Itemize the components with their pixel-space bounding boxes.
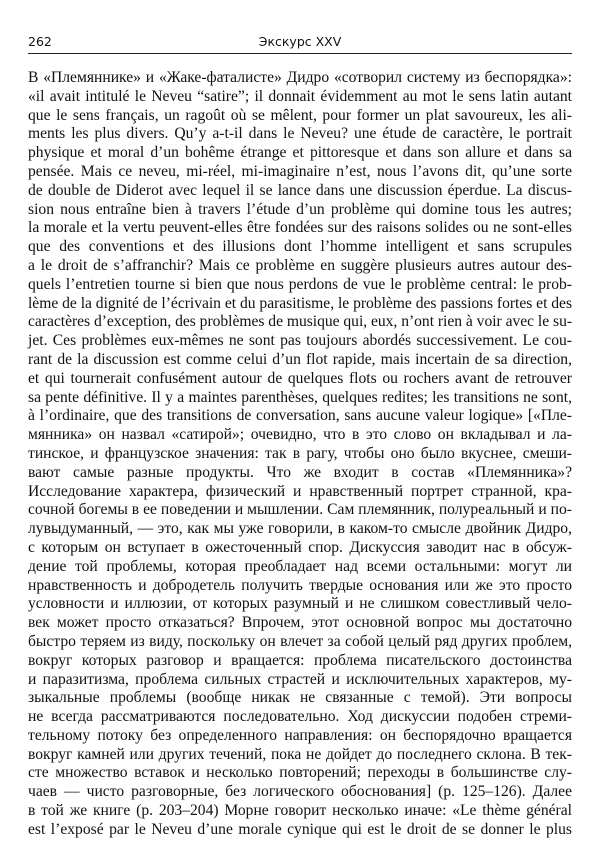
text-line: lème de la dignité de l’écrivain et du parasitisme, le problème des passions fortes et des	[28, 294, 572, 312]
text-line: que des conventions et des illusions dont l’homme intelligent et sans scrupules	[28, 238, 572, 256]
page-number: 262	[28, 34, 52, 49]
text-line: зыкальные проблемы (вообще никак не связанные с темой). Эти вопросы	[28, 689, 572, 707]
text-line: В «Племяннике» и «Жаке-фаталисте» Дидро «сотворил систему из беспорядка»:	[28, 69, 572, 86]
text-line: тельному потоку без определенного направления: он беспорядочно вращается	[28, 726, 572, 744]
running-head-title: Экскурс XXV	[258, 34, 342, 49]
text-line: Исследование характера, физический и нравственный портрет странной, кра-	[28, 482, 572, 500]
text-line: est l’exposé par le Neveu d’une morale cynique qui est le droit de se donner le plus	[28, 820, 572, 838]
text-line: и паразитизма, проблема сильных страстей и исключительных характеров, му-	[28, 670, 572, 688]
text-line: «il avait intitulé le Neveu “satire”; il donnait évidemment au mot le sens latin autant	[28, 87, 572, 105]
text-line: чаев — чисто разговорные, без логического обоснования] (p. 125–126). Далее	[28, 783, 572, 801]
text-line: quels l’entretien tourne si bien que nous perdons de vue le problème central: le prob-	[28, 275, 572, 293]
text-line: a le droit de s’affranchir? Mais ce problème en suggère plusieurs autres autour des-	[28, 256, 572, 274]
text-line: вокруг камней или других течений, пока не дойдет до последнего склона. В тек-	[28, 745, 572, 763]
text-line: de double de Diderot avec lequel il se lance dans une discussion éperdue. La discus-	[28, 181, 572, 199]
text-line: сочной богемы в ее поведении и мышлении. Сам племянник, полуреальный и по-	[28, 501, 572, 519]
text-line: с которым он вступает в ожесточенный спор. Дискуссия заводит нас в обсуж-	[28, 538, 572, 556]
text-line: лувыдуманный, — это, как мы уже говорили, в каком-то смысле двойник Дидро,	[28, 520, 572, 538]
text-line: sion nous entraîne bien à travers l’étude d’un problème qui domine tous les autres;	[28, 200, 572, 218]
text-line: sa pente définitive. Il y a maintes parenthèses, quelques redites; les transitions ne sont,	[28, 388, 572, 406]
text-line: век может просто отказаться? Впрочем, этот основной вопрос мы достаточно	[28, 614, 572, 632]
text-line: дение той проблемы, которая преобладает над всеми остальными: могут ли	[28, 557, 572, 575]
text-line: à l’ordinaire, que des transitions de conversation, sans aucune valeur logique» [«Пле-	[28, 407, 572, 425]
text-line: условности и иллюзии, от которых разумный и не слишком совестливый чело-	[28, 595, 572, 613]
text-line: вают самые разные продукты. Что же входит в состав «Племянника»?	[28, 463, 572, 481]
text-line: rant de la discussion est comme celui d’un flot rapide, mais incertain de sa direction,	[28, 350, 572, 368]
text-line: physique et moral d’un bohême étrange et pittoresque et dans son allure et dans sa	[28, 144, 572, 162]
text-line: не всегда рассматриваются последовательно. Ход дискуссии подобен стреми-	[28, 708, 572, 726]
text-line: ments les plus divers. Qu’y a-t-il dans le Neveu? une étude de caractère, le portrait	[28, 125, 572, 143]
running-header	[28, 33, 572, 54]
text-line: нравственность и добродетель получить твердые основания или же это просто	[28, 576, 572, 594]
text-line: быстро теряем из виду, поскольку он влечет за собой целый ряд других проблем,	[28, 632, 572, 650]
text-line: сте множество вставок и несколько повторений; переходы в большинстве слу-	[28, 764, 572, 782]
text-line: pensée. Mais ce neveu, mi-réel, mi-imaginaire n’est, nous l’avons dit, qu’une sorte	[28, 162, 572, 180]
body-text	[28, 69, 572, 840]
text-line: в той же книге (p. 203–204) Морне говорит несколько иначе: «Le thème général	[28, 802, 572, 820]
text-line: тинское, и французское значения: так в рагу, чтобы оно было вкуснее, смеши-	[28, 444, 572, 462]
text-line: la morale et la vertu peuvent-elles être fondées sur des raisons solides ou ne sont-elles	[28, 219, 572, 237]
text-line: jet. Ces problèmes eux-mêmes ne sont pas toujours abordés successivement. Le cou-	[28, 332, 572, 350]
text-line: мянника» он назвал «сатирой»; очевидно, что в это слово он вкладывал и ла-	[28, 426, 572, 444]
text-line: que le sens français, un ragoût où se mêlent, pour former un plat savoureux, les ali-	[28, 106, 572, 124]
text-line: вокруг которых разговор и вращается: проблема писательского достоинства	[28, 651, 572, 669]
text-line: caractères d’exception, des problèmes de musique qui, eux, n’ont rien à voir avec le su-	[28, 313, 573, 331]
text-line: et qui tournerait confusément autour de quelques flots ou rochers avant de retrouver	[28, 369, 572, 387]
